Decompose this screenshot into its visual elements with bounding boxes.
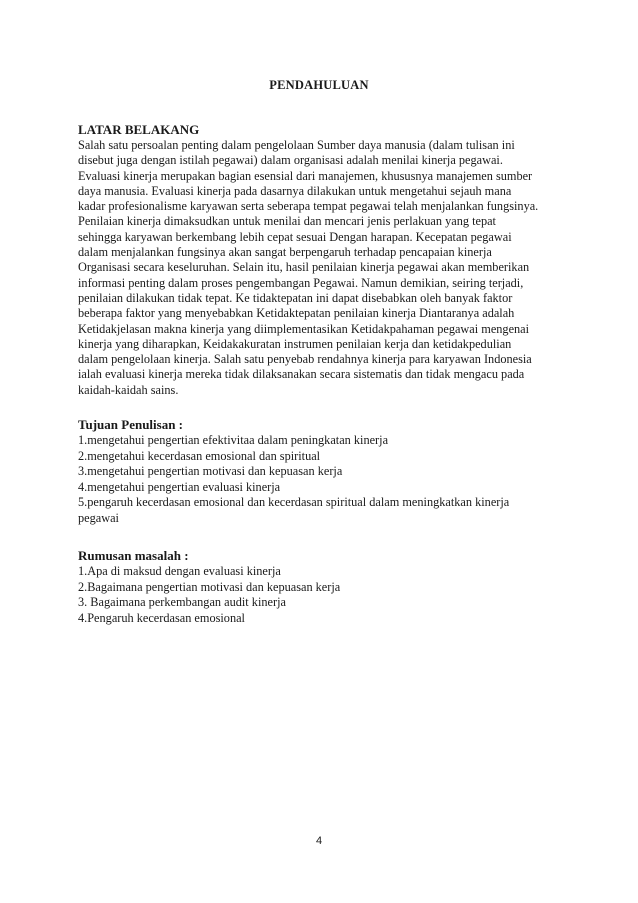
list-item: 1.mengetahui pengertian efektivitaa dalam peningkatan kinerja (78, 433, 389, 447)
latar-belakang-section (78, 122, 562, 398)
list-item: 2.mengetahui kecerdasan emosional dan spiritual (78, 448, 321, 463)
paragraph-line: daya manusia. Evaluasi kinerja pada dasarnya dilakukan untuk mengetahui sejauh mana (78, 183, 512, 198)
page-title: PENDAHULUAN (269, 78, 369, 92)
paragraph-line: beberapa faktor yang menyebabkan Ketidaktepatan penilaian kinerja Diantaranya adalah (78, 306, 515, 321)
rumusan-heading: Rumusan masalah : (78, 548, 189, 563)
latar-belakang-paragraph (78, 138, 562, 398)
paragraph-line: kinerja yang diharapkan, Keidakakuratan instrumen penilaian kerja dan ketidakpedulian (78, 336, 512, 351)
list-item: 3. Bagaimana perkembangan audit kinerja (78, 595, 286, 609)
page-number: 4 (315, 835, 323, 847)
paragraph-line: informasi penting dalam proses pengembangan Pegawai. Namun demikian, seiring terjadi, (78, 275, 524, 290)
rumusan-list (78, 564, 562, 626)
latar-belakang-heading: LATAR BELAKANG (78, 122, 200, 137)
list-item: 2.Bagaimana pengertian motivasi dan kepuasan kerja (78, 579, 341, 594)
tujuan-list (78, 433, 562, 526)
list-item: 4.Pengaruh kecerdasan emosional (78, 610, 245, 625)
tujuan-heading: Tujuan Penulisan : (78, 417, 184, 432)
rumusan-section (78, 548, 562, 626)
paragraph-line: sehingga karyawan berkembang lebih cepat sesuai Dengan harapan. Kecepatan pegawai (78, 229, 512, 244)
list-item: 5.pengaruh kecerdasan emosional dan kecerdasan spiritual dalam meningkatkan kinerja (78, 495, 510, 509)
list-item: 3.mengetahui pengertian motivasi dan kepuasan kerja (78, 464, 343, 478)
list-item: pegawai (78, 510, 119, 525)
paragraph-line: Penilaian kinerja dimaksudkan untuk menilai dan mencari jenis perlakuan yang tepat (78, 214, 496, 229)
paragraph-line: kaidah-kaidah sains. (78, 382, 179, 397)
paragraph-line: Ketidakjelasan makna kinerja yang diimplementasikan Ketidakpahaman pegawai mengenai (78, 321, 530, 336)
paragraph-line: Salah satu persoalan penting dalam pengelolaan Sumber daya manusia (dalam tulisan ini (78, 138, 515, 152)
paragraph-line: dalam menjalankan fungsinya akan sangat berpengaruh terhadap pencapaian kinerja (78, 245, 492, 260)
paragraph-line: ialah evaluasi kinerja mereka tidak dilaksanakan secara sistematis dan tidak mengacu pada (78, 367, 525, 382)
paragraph-line: Organisasi secara keseluruhan. Selain itu, hasil penilaian kinerja pegawai akan memberikan (78, 260, 530, 275)
list-item: 1.Apa di maksud dengan evaluasi kinerja (78, 564, 281, 578)
paragraph-line: dalam pengelolaan kinerja. Salah satu penyebab rendahnya kinerja para karyawan Indonesia (78, 352, 532, 367)
paragraph-line: kadar profesionalisme karyawan serta seberapa tempat pegawai telah menjalankan fungsinya. (78, 199, 539, 214)
paragraph-line: Evaluasi kinerja merupakan bagian esensial dari manajemen, khususnya manajemen sumber (78, 168, 533, 183)
tujuan-section (78, 417, 562, 526)
paragraph-line: disebut juga dengan istilah pegawai) dalam organisasi adalah menilai kinerja pegawai. (78, 153, 503, 168)
list-item: 4.mengetahui pengertian evaluasi kinerja (78, 479, 281, 494)
paragraph-line: penilaian dilakukan tidak tepat. Ke tidaktepatan ini dapat disebabkan oleh banyak faktor (78, 290, 513, 305)
